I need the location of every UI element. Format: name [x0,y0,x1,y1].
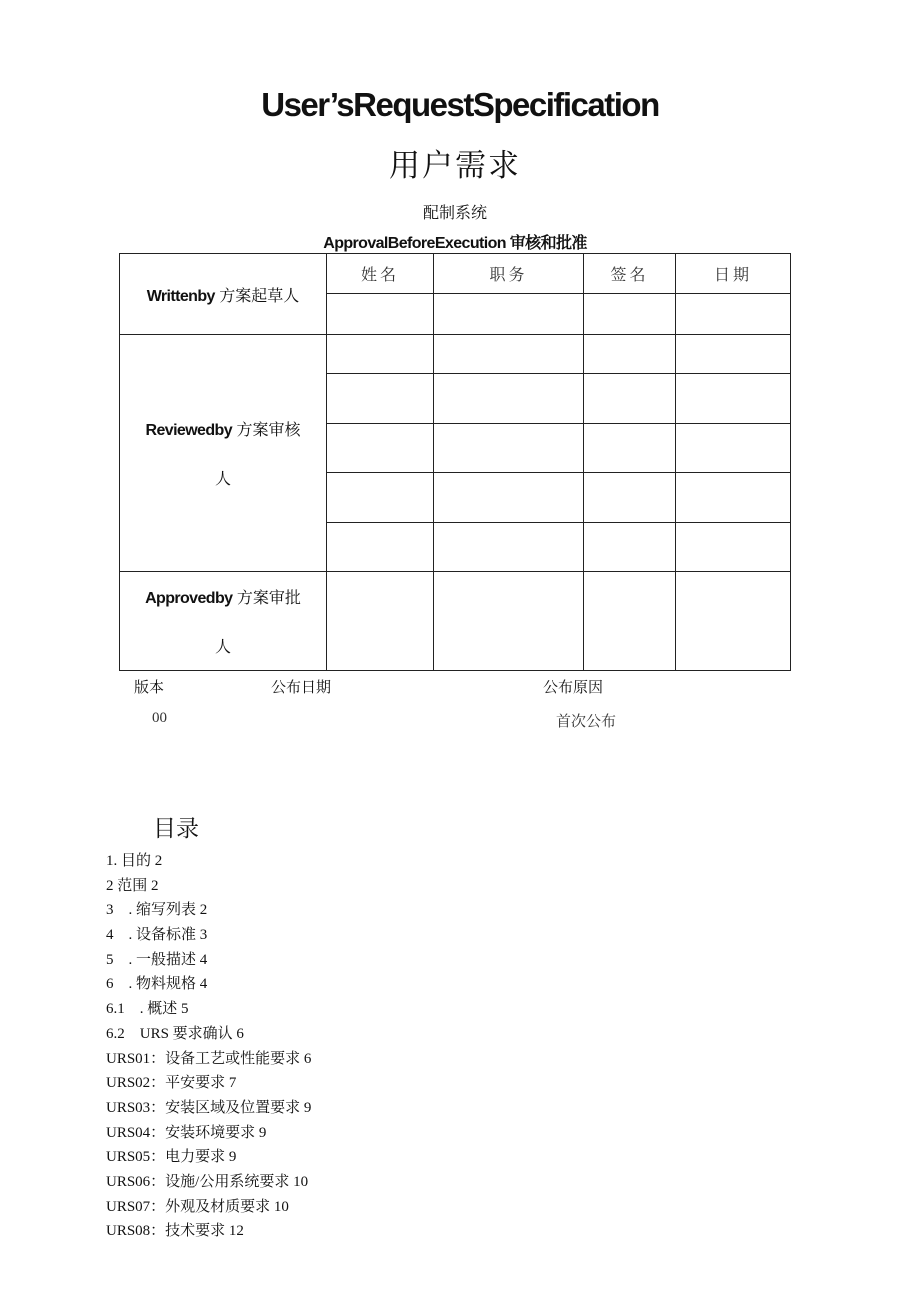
review-name-cell[interactable] [327,523,434,572]
reviewed-by-cn-line2: 人 [214,471,231,488]
written-date-cell[interactable] [676,294,791,335]
written-by-label [120,254,327,335]
toc-item[interactable]: URS04：安装环境要求 9 [106,1124,267,1141]
reviewed-by-cn: 方案审核 [236,422,301,439]
review-name-cell[interactable] [327,335,434,374]
review-signature-cell[interactable] [584,473,676,523]
document-subtitle: 用户需求 [389,148,521,183]
system-name: 配制系统 [422,205,487,222]
written-by-en: Writtenby [146,287,215,305]
header-title: 职务 [434,254,584,294]
written-title-cell[interactable] [434,294,584,335]
review-title-cell[interactable] [434,424,584,473]
review-title-cell[interactable] [434,335,584,374]
approve-title-cell[interactable] [434,572,584,671]
approve-date-cell[interactable] [676,572,791,671]
toc-item[interactable]: 6.2 URS 要求确认 6 [106,1025,244,1042]
toc-item[interactable]: URS08：技术要求 12 [106,1223,244,1240]
review-date-cell[interactable] [676,523,791,572]
approved-by-label [120,572,327,671]
toc-item[interactable]: URS06：设施/公用系统要求 10 [106,1173,309,1190]
review-signature-cell[interactable] [584,523,676,572]
review-date-cell[interactable] [676,424,791,473]
review-name-cell[interactable] [327,424,434,473]
revision-version-header: 版本 [134,679,165,696]
review-date-cell[interactable] [676,374,791,424]
toc-list [106,851,311,1246]
toc-title: 目录 [153,816,199,841]
toc-item[interactable]: 2 范围 2 [106,877,159,894]
review-name-cell[interactable] [327,473,434,523]
toc-item[interactable]: 5 . 一般描述 4 [106,951,208,968]
toc-item[interactable]: URS01：设备工艺或性能要求 6 [106,1050,312,1067]
header-signature: 签名 [584,254,676,294]
toc-item[interactable]: URS07：外观及材质要求 10 [106,1198,289,1215]
review-title-cell[interactable] [434,523,584,572]
toc-item[interactable]: URS03：安装区域及位置要求 9 [106,1099,312,1116]
review-date-cell[interactable] [676,473,791,523]
approved-by-cn: 方案审批 [236,590,301,607]
toc-item[interactable]: 4 . 设备标准 3 [106,927,208,944]
toc-item[interactable]: URS05：电力要求 9 [106,1149,237,1166]
header-date: 日期 [676,254,791,294]
review-signature-cell[interactable] [584,335,676,374]
written-by-cn: 方案起草人 [219,287,300,305]
document-title: User’sRequestSpecification [261,86,659,123]
approve-name-cell[interactable] [327,572,434,671]
approve-signature-cell[interactable] [584,572,676,671]
review-title-cell[interactable] [434,374,584,424]
revision-reason-value: 首次公布 [556,714,617,730]
review-name-cell[interactable] [327,374,434,424]
approved-by-en: Approvedby [145,590,233,607]
written-signature-cell[interactable] [584,294,676,335]
approval-heading: ApprovalBeforeExecution 审核和批准 [323,235,587,252]
toc-item[interactable]: 6 . 物料规格 4 [106,976,208,993]
revision-reason-header: 公布原因 [543,679,604,696]
signature-table [119,253,791,671]
toc-item[interactable]: 3 . 缩写列表 2 [106,902,208,919]
written-name-cell[interactable] [327,294,434,335]
revision-version-value: 00 [152,710,167,726]
toc-item[interactable]: 6.1 . 概述 5 [106,1001,189,1018]
review-signature-cell[interactable] [584,374,676,424]
review-title-cell[interactable] [434,473,584,523]
reviewed-by-en: Reviewedby [145,422,233,439]
review-date-cell[interactable] [676,335,791,374]
revision-date-header: 公布日期 [271,679,332,696]
toc-item[interactable]: URS02：平安要求 7 [106,1075,237,1092]
approved-by-cn-line2: 人 [214,639,231,656]
reviewed-by-label [120,335,327,572]
review-signature-cell[interactable] [584,424,676,473]
header-name: 姓名 [327,254,434,294]
toc-item[interactable]: 1. 目的 2 [106,853,163,869]
